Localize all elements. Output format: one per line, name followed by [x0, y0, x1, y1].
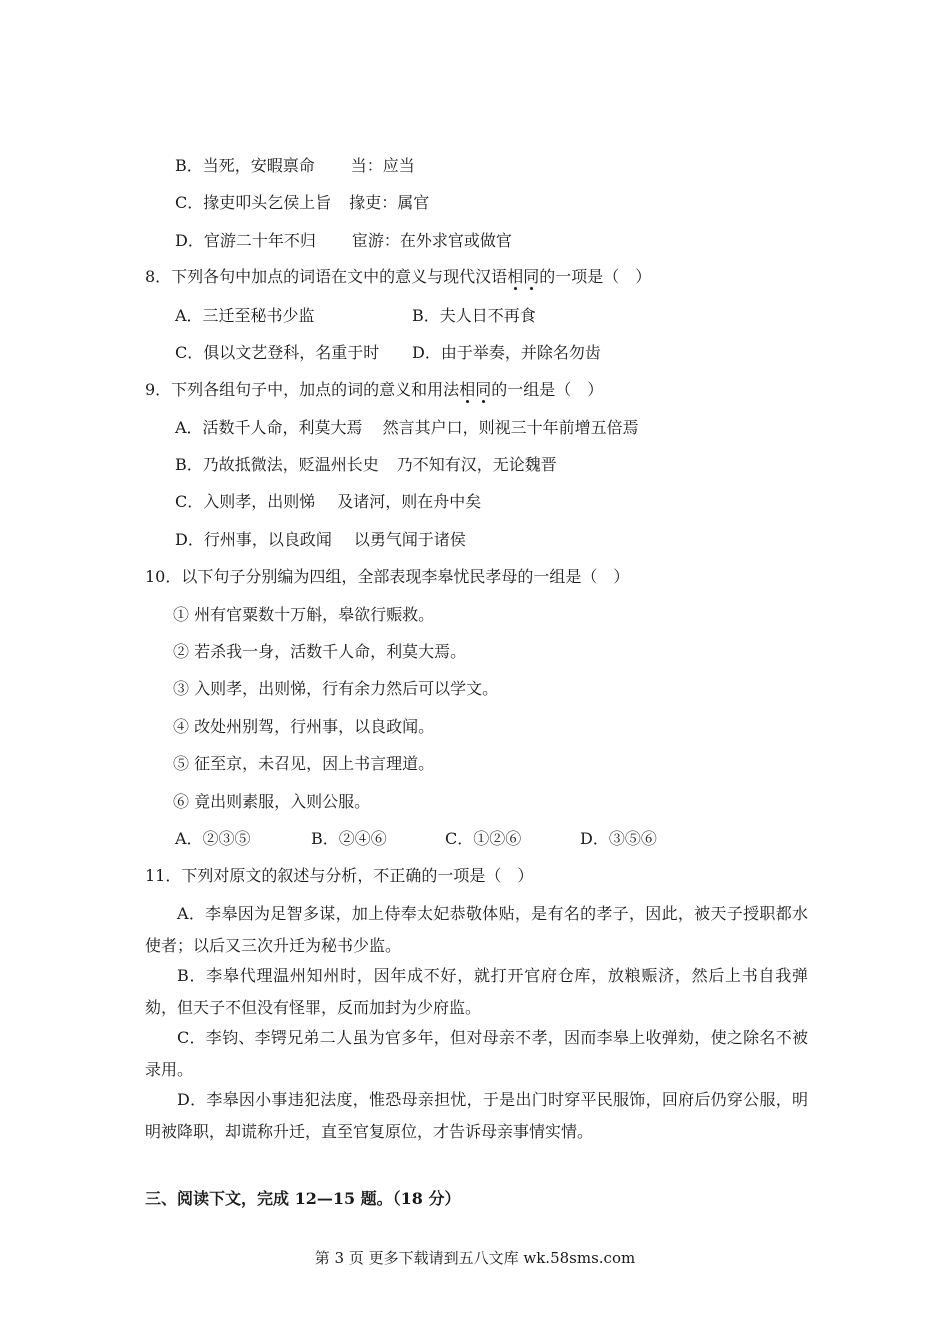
q9-stem — [145, 380, 603, 400]
q8-stem-tail: 的一项是（ ） — [539, 267, 652, 286]
q8-option-b: B．夫人日不再食 — [412, 306, 536, 325]
q10-option-d: D．③⑤⑥ — [580, 829, 657, 848]
q9-option-d — [175, 530, 466, 550]
q11-option-d: D．李皋因小事违犯法度，惟恐母亲担忧，于是出门时穿平民服饰，回府后仍穿公服，明明被降职，却谎称升迁，直至官复原位，才告诉母亲事情实情。 — [145, 1090, 808, 1141]
q9-option-c-first: C．入则孝，出则悌 — [175, 492, 316, 511]
emphasis-dot-char: 相 — [459, 380, 476, 399]
q9-option-b — [175, 455, 557, 475]
q9-option-d-second: 以勇气闻于诸侯 — [353, 530, 466, 549]
q8-stem-text: 8．下列各句中加点的词语在文中的意义与现代汉语 — [145, 267, 508, 286]
q9-option-a-second: 然言其户口，则视三十年前增五倍焉 — [382, 418, 639, 437]
q10-option-c: C．①②⑥ — [445, 829, 522, 848]
q7-option-b-explanation: 当：应当 — [350, 156, 415, 175]
q7-option-c-explanation: 掾吏：属官 — [349, 193, 430, 212]
q8-option-a: A．三迁至秘书少监 — [175, 306, 315, 325]
q7-option-c — [175, 193, 429, 213]
q9-stem-text: 9．下列各组句子中，加点的词的意义和用法 — [145, 380, 460, 399]
emphasis-dot-char: 同 — [523, 267, 540, 286]
q8-stem — [145, 267, 651, 287]
q10-item: ② 若杀我一身，活数千人命，利莫大焉。 — [173, 642, 467, 661]
page-footer: 第 3 页 更多下载请到五八文库 wk.58sms.com — [314, 1249, 636, 1267]
q10-item: ③ 入则孝，出则悌，行有余力然后可以学文。 — [173, 679, 499, 698]
q9-option-a-first: A．活数千人命，利莫大焉 — [175, 418, 363, 437]
q11-option-a: A．李皋因为足智多谋，加上侍奉太妃恭敬体贴，是有名的孝子，因此，被天子授职都水使者；以后又三次升迁为秘书少监。 — [145, 904, 808, 955]
q9-option-d-first: D．行州事，以良政闻 — [175, 530, 332, 549]
q8-option-d: D．由于举奏，并除名勿齿 — [412, 343, 601, 362]
q7-option-d-sentence: D．官游二十年不归 — [175, 231, 316, 250]
q10-option-b: B．②④⑥ — [311, 829, 387, 848]
q7-option-c-sentence: C．掾吏叩头乞侯上旨 — [175, 193, 332, 212]
q10-item: ④ 改处州别驾，行州事，以良政闻。 — [173, 717, 435, 736]
q9-option-a — [175, 418, 639, 438]
q11-option-b: B．李皋代理温州知州时，因年成不好，就打开官府仓库，放粮赈济，然后上书自我弹劾，但天子不但没有怪罪，反而加封为少府监。 — [145, 966, 808, 1017]
q7-option-d — [175, 231, 512, 251]
emphasis-dot-char: 同 — [475, 380, 492, 399]
q9-option-c-second: 及诸河，则在舟中矣 — [337, 492, 482, 511]
q10-item: ① 州有官粟数十万斛，皋欲行赈救。 — [173, 605, 435, 624]
q7-option-b-sentence: B．当死，安暇禀命 — [175, 156, 315, 175]
section-3-title: 三、阅读下文，完成 12—15 题。（18 分） — [145, 1189, 461, 1208]
q10-option-a: A．②③⑤ — [175, 829, 251, 848]
q9-stem-tail: 的一组是（ ） — [491, 380, 604, 399]
emphasis-dot-char: 相 — [507, 267, 524, 286]
q9-option-b-first: B．乃故抵微法，贬温州长史 — [175, 455, 379, 474]
q10-item: ⑤ 征至京，未召见，因上书言理道。 — [173, 754, 435, 773]
q9-option-c — [175, 492, 481, 512]
q11-option-c: C．李钧、李锷兄弟二人虽为官多年，但对母亲不孝，因而李皋上收弹劾，使之除名不被录用。 — [145, 1028, 808, 1079]
q8-option-c: C．俱以文艺登科，名重于时 — [175, 343, 380, 362]
q11-stem: 11．下列对原文的叙述与分析，不正确的一项是（ ） — [145, 866, 534, 885]
q9-option-b-second: 乃不知有汉，无论魏晋 — [396, 455, 557, 474]
q10-item: ⑥ 竟出则素服，入则公服。 — [173, 792, 371, 811]
q7-option-b — [175, 156, 415, 176]
q10-stem: 10．以下句子分别编为四组，全部表现李皋忧民孝母的一组是（ ） — [145, 567, 630, 586]
q7-option-d-explanation: 宦游：在外求官或做官 — [351, 231, 512, 250]
